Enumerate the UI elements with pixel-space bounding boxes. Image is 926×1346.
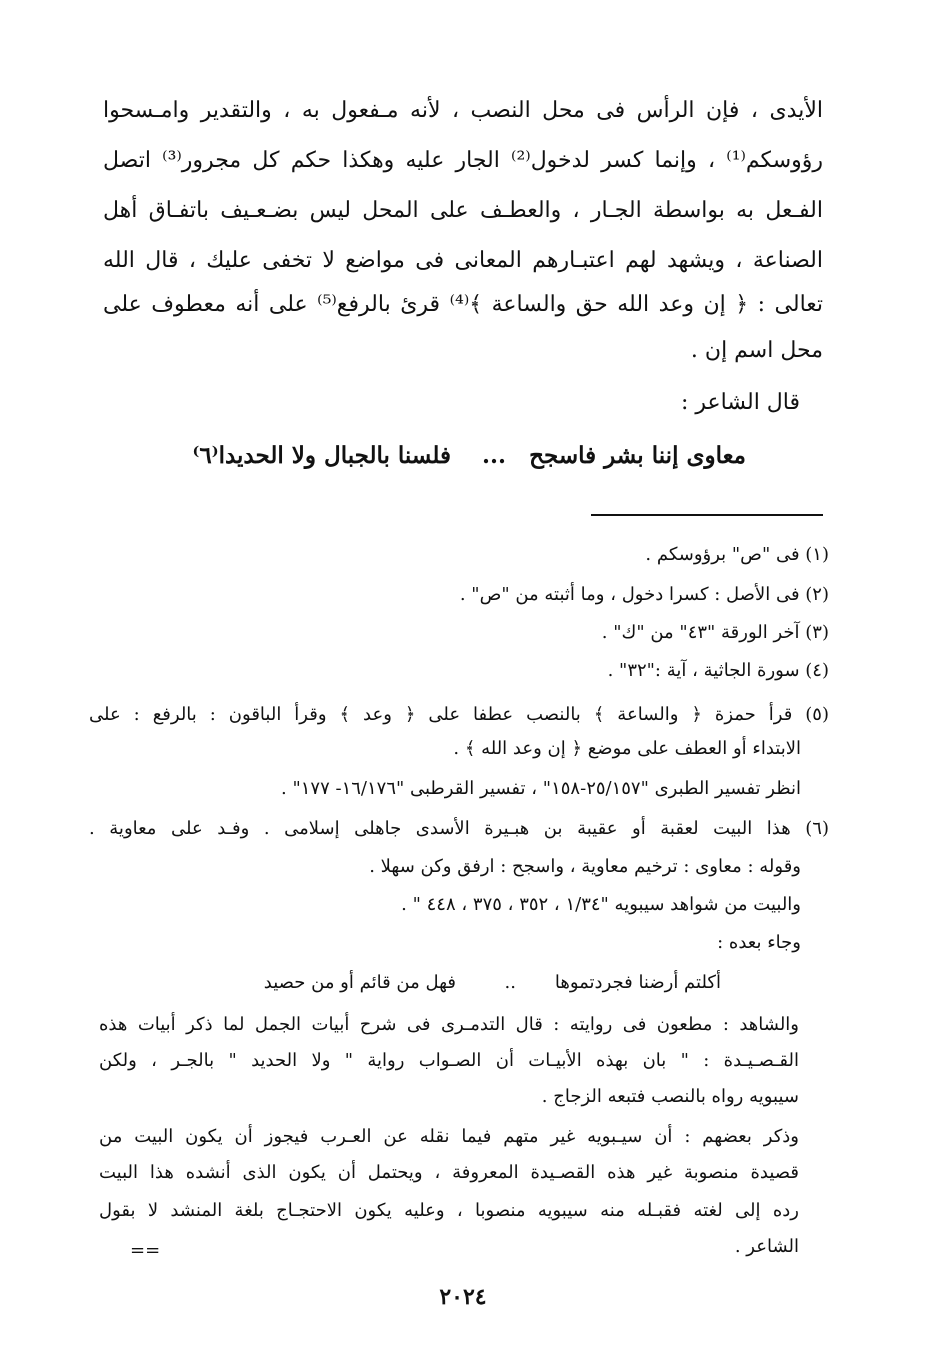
body-line-2: رؤوسكم⁽¹⁾ ، وإنما كسر لدخول⁽²⁾ الجار عليه وهكذا حكم كل مجرور⁽³⁾ اتصل	[103, 148, 824, 173]
footnote-4: (٤) سورة الجاثية ، آية :"٣٢" .	[607, 660, 829, 681]
body-line-6: محل اسم إن .	[690, 338, 823, 363]
footnote-6-line-6: القـصـيـدة : " بان بهذه الأبيـات أن الصـواب رواية " ولا الحديد " بالجـر ، ولكن	[99, 1050, 799, 1071]
footnote-verse-first: أكلتم أرضنا فجردتموها	[554, 972, 721, 993]
page-number: ٢٠٢٤	[439, 1284, 487, 1310]
footnote-6-line-7: سيبويه رواه بالنصب فتبعه الزجاج .	[541, 1086, 799, 1107]
continuation-mark: ==	[130, 1240, 161, 1261]
footnote-separator	[591, 514, 823, 516]
poet-intro: قال الشاعر :	[680, 390, 800, 415]
footnote-6-line-9: قصيدة منصوبة غير هذه القصـيدة المعروفة ، ويحتمل أن يكون الذى أنشده هذا البيت	[99, 1162, 799, 1183]
verse-second-hemistich: فلسنا بالجبال ولا الحديدا⁽٦⁾	[192, 442, 451, 469]
footnote-5-line-3: انظر تفسير الطبرى "٢٥/١٥٧-١٥٨" ، تفسير القرطبى "١٦/١٧٦- ١٧٧" .	[281, 778, 801, 799]
footnote-verse-separator: ..	[504, 972, 516, 993]
footnote-6-line-3: والبيت من شواهد سيبويه "١/٣٤ ، ٣٥٢ ، ٣٧٥ ، ٤٤٨ " .	[401, 894, 801, 915]
footnote-1: (١) فى "ص" برؤوسكم .	[645, 544, 829, 565]
footnote-6-line-1: (٦) هذا البيت لعقبة أو عقيبة بن هبـيرة الأسدى جاهلى إسلامى . وفـد على معاوية .	[89, 818, 829, 839]
footnote-6-line-10: رده إلى لغته فقبـله منه سيبويه منصوبا ، وعليه يكون الاحتجـاج بلغة المنشد لا بقول	[99, 1200, 799, 1221]
footnote-5-line-1: (٥) قرأ حمزة ﴿ والساعة ﴾ بالنصب عطفا على ﴿ وعد ﴾ وقرأ الباقون : بالرفع : على	[89, 704, 829, 725]
verse-separator: ...	[481, 442, 506, 469]
footnote-6-line-11: الشاعر .	[734, 1236, 799, 1257]
body-line-4: الصناعة ، ويشهد لهم اعتبـارهم المعانى فى مواضع لا تخفى عليك ، قال الله	[103, 248, 823, 273]
footnote-2: (٢) فى الأصل : كسرا دخول ، وما أثبته من "ص" .	[459, 584, 829, 605]
footnote-6-line-5: والشاهد : مطعون فى روايته : قال التدمـرى فى شرح أبيات الجمل لما ذكر أبيات هذه	[99, 1014, 799, 1035]
footnote-verse-second: فهل من قائم أو من حصيد	[263, 972, 456, 993]
footnote-5-line-2: الابتداء أو العطف على موضع ﴿ إن وعد الله ﴾ .	[453, 738, 801, 759]
footnote-6-line-8: وذكر بعضهم : أن سيـبويه غير متهم فيما نقله عن العـرب فيجوز أن يكون البيت من	[99, 1126, 799, 1147]
body-line-3: الفـعل به بواسطة الجـار ، والعطـف على المحل ليس بضـعـيف باتفـاق أهل	[103, 198, 823, 223]
footnote-3: (٣) آخر الورقة "٤٣" من "ك" .	[601, 622, 829, 643]
footnote-6-line-2: وقوله : معاوى : ترخيم معاوية ، واسجح : ارفق وكن سهلا .	[369, 856, 801, 877]
body-line-5: تعالى : ﴿ إن وعد الله حق والساعة ﴾⁽⁴⁾ قرئ بالرفع⁽⁵⁾ على أنه معطوف على	[103, 292, 824, 317]
body-line-1: الأيدى ، فإن الرأس فى محل النصب ، لأنه مـفعول به ، والتقدير وامـسحوا	[103, 98, 823, 123]
verse-first-hemistich: معاوى إننا بشر فاسجح	[529, 442, 746, 469]
footnote-6-line-4: وجاء بعده :	[717, 932, 801, 953]
